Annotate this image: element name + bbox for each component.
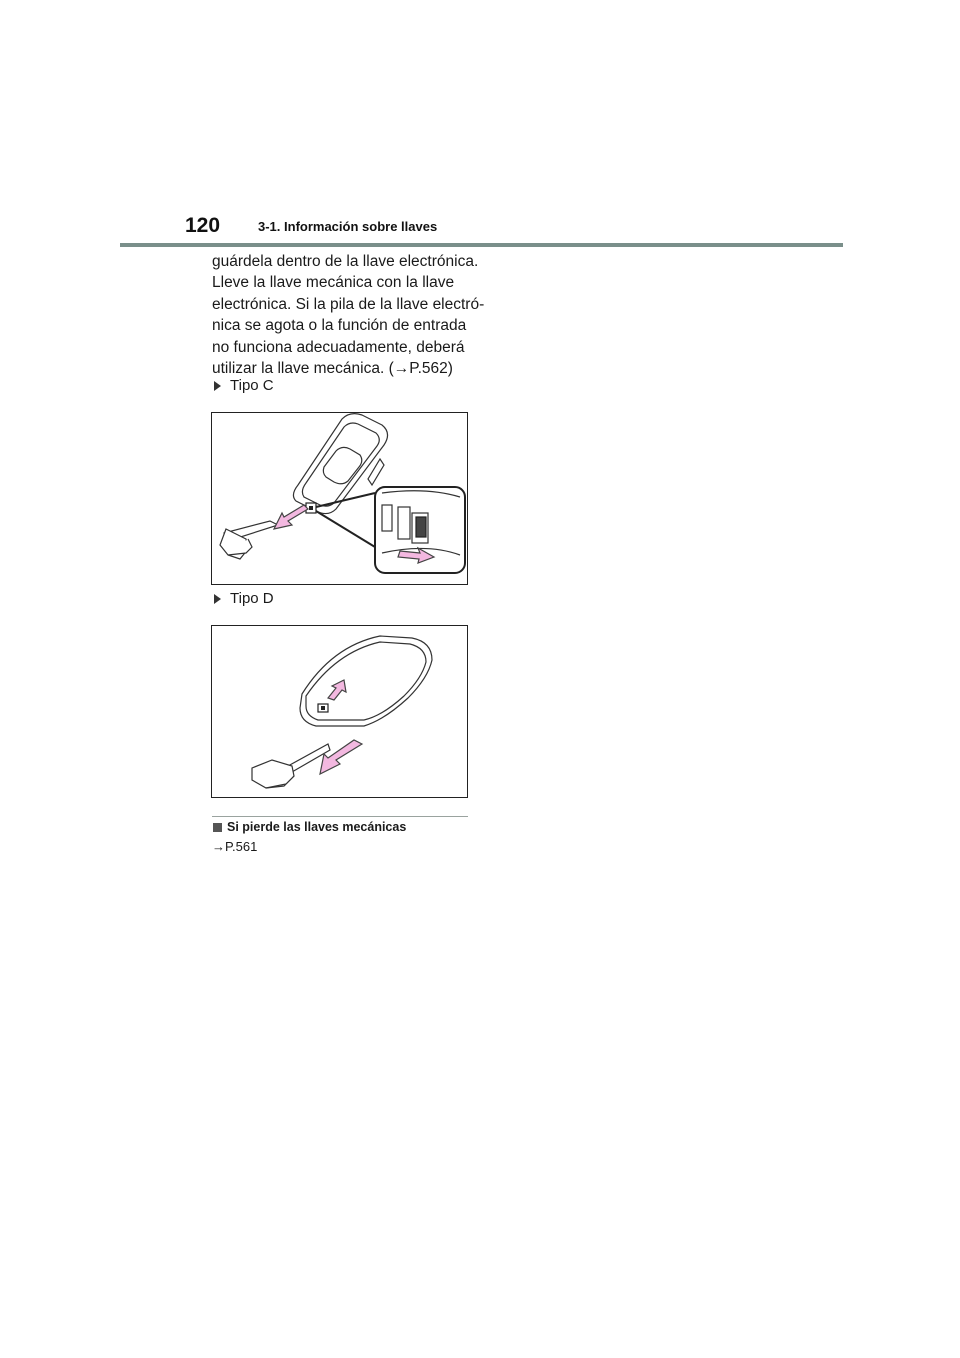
body-paragraph (212, 251, 485, 379)
figure-label-text: Tipo C (230, 377, 274, 394)
pull-arrow-icon (274, 505, 308, 529)
header-rule (120, 243, 843, 247)
triangle-bullet-icon (214, 381, 221, 391)
key-illustration-tipo-c (212, 413, 467, 584)
figure-label-text: Tipo D (230, 590, 274, 607)
body-line: Lleve la llave mecánica con la llave (212, 274, 455, 292)
section-rule (212, 816, 468, 817)
section-heading-text: Si pierde las llaves mecánicas (227, 820, 407, 834)
body-line: nica se agota o la función de entrada (212, 317, 467, 335)
figure-label-tipo-c (214, 377, 274, 394)
triangle-bullet-icon (214, 594, 221, 604)
page-number: 120 (185, 214, 221, 237)
figure-tipo-d (211, 625, 468, 798)
body-line: electrónica. Si la pila de la llave electró- (212, 295, 485, 313)
figure-label-tipo-d (214, 590, 274, 607)
section-heading (213, 820, 406, 834)
chapter-title: 3-1. Información sobre llaves (258, 219, 438, 234)
body-line: no funciona adecuadamente, deberá (212, 338, 465, 356)
key-illustration-tipo-d (212, 626, 467, 797)
body-line: guárdela dentro de la llave electrónica. (212, 253, 479, 270)
square-bullet-icon (213, 823, 222, 832)
figure-tipo-c (211, 412, 468, 585)
body-line: utilizar la llave mecánica. (→P.562) (212, 360, 453, 378)
page-reference-link[interactable]: →P.561 (212, 839, 258, 854)
